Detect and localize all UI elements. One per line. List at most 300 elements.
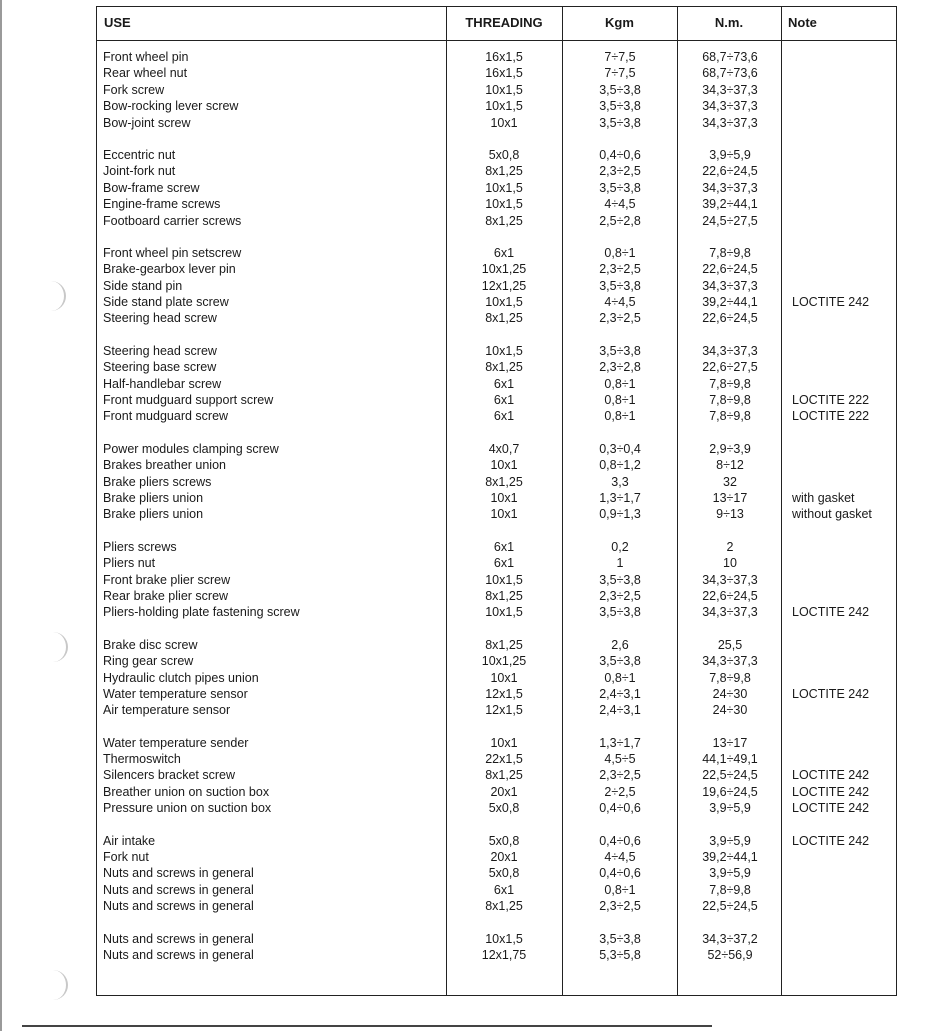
use-cell: Nuts and screws in general [103, 899, 254, 914]
note-cell [792, 278, 897, 294]
page-left-edge [0, 0, 2, 1031]
nm-cell: 7,8÷9,8 [709, 393, 751, 408]
torque-table [96, 6, 897, 996]
kgm-cell: 3,5÷3,8 [599, 931, 641, 946]
table-row [97, 441, 896, 457]
nm-cell: 39,2÷44,1 [702, 197, 758, 212]
use-cell: Steering head screw [103, 343, 217, 358]
nm-cell: 34,3÷37,3 [702, 278, 758, 293]
row-group [97, 931, 896, 964]
nm-cell: 34,3÷37,3 [702, 572, 758, 587]
note-cell [792, 261, 897, 277]
nm-cell: 7,8÷9,8 [709, 670, 751, 685]
nm-cell: 8÷12 [716, 458, 744, 473]
kgm-cell: 2,3÷2,5 [599, 588, 641, 603]
threading-cell: 12x1,5 [485, 686, 523, 701]
nm-cell: 34,3÷37,3 [702, 654, 758, 669]
kgm-cell: 2,5÷2,8 [599, 213, 641, 228]
binder-hole [40, 970, 68, 1000]
use-cell: Half-handlebar screw [103, 376, 222, 391]
use-cell: Nuts and screws in general [103, 947, 254, 962]
threading-cell: 6x1 [493, 882, 515, 897]
nm-cell: 39,2÷44,1 [702, 850, 758, 865]
use-cell: Bow-joint screw [103, 115, 191, 130]
nm-cell: 22,6÷24,5 [702, 262, 758, 277]
kgm-cell: 2,6 [611, 637, 629, 652]
table-row [97, 882, 896, 898]
nm-cell: 13÷17 [712, 490, 748, 505]
note-cell [792, 65, 897, 81]
note-cell [792, 751, 897, 767]
use-cell: Power modules clamping screw [103, 441, 279, 456]
kgm-cell: 0,3÷0,4 [599, 441, 641, 456]
kgm-cell: 0,4÷0,6 [599, 833, 641, 848]
threading-cell: 10x1,5 [485, 99, 523, 114]
note-cell [792, 588, 897, 604]
use-cell: Rear wheel nut [103, 66, 188, 81]
table-row [97, 213, 896, 229]
kgm-cell: 3,5÷3,8 [599, 605, 641, 620]
table-row [97, 686, 896, 702]
note-cell [792, 947, 897, 963]
note-cell: LOCTITE 242 [792, 801, 870, 816]
kgm-cell: 0,2 [611, 539, 629, 554]
table-row [97, 604, 896, 620]
kgm-cell: 1,3÷1,7 [599, 490, 641, 505]
kgm-cell: 0,4÷0,6 [599, 866, 641, 881]
note-cell [792, 310, 897, 326]
note-cell [792, 702, 897, 718]
note-cell [792, 147, 897, 163]
kgm-cell: 0,8÷1 [604, 393, 636, 408]
threading-cell: 6x1 [493, 409, 515, 424]
threading-cell: 8x1,25 [485, 311, 523, 326]
table-row [97, 800, 896, 816]
threading-cell: 12x1,25 [481, 278, 527, 293]
note-cell [792, 343, 897, 359]
threading-cell: 8x1,25 [485, 899, 523, 914]
note-cell [792, 539, 897, 555]
table-row [97, 457, 896, 473]
threading-cell: 10x1,5 [485, 180, 523, 195]
table-row [97, 849, 896, 865]
use-cell: Pressure union on suction box [103, 801, 272, 816]
table-row [97, 49, 896, 65]
table-row [97, 196, 896, 212]
use-cell: Fork nut [103, 850, 149, 865]
note-cell: without gasket [792, 507, 872, 522]
table-row [97, 555, 896, 571]
use-cell: Footboard carrier screws [103, 213, 242, 228]
nm-cell: 7,8÷9,8 [709, 882, 751, 897]
use-cell: Hydraulic clutch pipes union [103, 670, 259, 685]
nm-cell: 13÷17 [712, 735, 748, 750]
nm-cell: 52÷56,9 [707, 947, 753, 962]
table-row [97, 245, 896, 261]
kgm-cell: 0,8÷1,2 [599, 458, 641, 473]
table-row [97, 784, 896, 800]
table-row [97, 408, 896, 424]
note-cell [792, 653, 897, 669]
use-cell: Air temperature sensor [103, 703, 231, 718]
nm-cell: 68,7÷73,6 [702, 66, 758, 81]
threading-cell: 6x1 [493, 245, 515, 260]
kgm-cell: 0,8÷1 [604, 245, 636, 260]
note-cell [792, 82, 897, 98]
use-cell: Thermoswitch [103, 752, 181, 767]
kgm-cell: 1,3÷1,7 [599, 735, 641, 750]
note-cell [792, 98, 897, 114]
note-cell: LOCTITE 242 [792, 833, 870, 848]
threading-cell: 10x1 [490, 458, 518, 473]
row-group [97, 343, 896, 425]
threading-cell: 8x1,25 [485, 474, 523, 489]
nm-cell: 22,6÷24,5 [702, 164, 758, 179]
nm-cell: 7,8÷9,8 [709, 245, 751, 260]
nm-cell: 2,9÷3,9 [709, 441, 751, 456]
kgm-cell: 3,5÷3,8 [599, 115, 641, 130]
table-row [97, 931, 896, 947]
note-cell [792, 163, 897, 179]
nm-cell: 24÷30 [712, 686, 748, 701]
table-row [97, 735, 896, 751]
use-cell: Bow-rocking lever screw [103, 99, 239, 114]
nm-cell: 3,9÷5,9 [709, 801, 751, 816]
note-cell: with gasket [792, 490, 855, 505]
use-cell: Side stand pin [103, 278, 183, 293]
threading-cell: 20x1 [490, 850, 518, 865]
kgm-cell: 2,3÷2,5 [599, 164, 641, 179]
kgm-cell: 0,8÷1 [604, 376, 636, 391]
kgm-cell: 0,9÷1,3 [599, 507, 641, 522]
kgm-cell: 0,8÷1 [604, 409, 636, 424]
nm-cell: 34,3÷37,3 [702, 343, 758, 358]
threading-cell: 8x1,25 [485, 164, 523, 179]
threading-cell: 10x1 [490, 735, 518, 750]
table-row [97, 572, 896, 588]
note-cell: LOCTITE 242 [792, 768, 870, 783]
note-cell [792, 849, 897, 865]
use-cell: Ring gear screw [103, 654, 194, 669]
kgm-cell: 3,5÷3,8 [599, 99, 641, 114]
table-row [97, 359, 896, 375]
table-row [97, 588, 896, 604]
threading-cell: 5x0,8 [488, 866, 520, 881]
kgm-cell: 2,4÷3,1 [599, 703, 641, 718]
table-row [97, 376, 896, 392]
kgm-cell: 3,3 [611, 474, 629, 489]
use-cell: Brake pliers screws [103, 474, 212, 489]
kgm-cell: 2,3÷2,5 [599, 311, 641, 326]
kgm-cell: 2,3÷2,5 [599, 768, 641, 783]
nm-cell: 2 [726, 539, 734, 554]
note-cell [792, 882, 897, 898]
nm-cell: 39,2÷44,1 [702, 295, 758, 310]
threading-cell: 10x1,25 [481, 262, 527, 277]
note-cell [792, 359, 897, 375]
use-cell: Brake pliers union [103, 490, 204, 505]
table-row [97, 767, 896, 783]
kgm-cell: 3,5÷3,8 [599, 82, 641, 97]
table-row [97, 261, 896, 277]
nm-cell: 19,6÷24,5 [702, 784, 758, 799]
threading-cell: 8x1,25 [485, 360, 523, 375]
note-cell [792, 572, 897, 588]
threading-cell: 8x1,25 [485, 588, 523, 603]
use-cell: Front wheel pin setscrew [103, 245, 242, 260]
table-row [97, 898, 896, 914]
table-row [97, 751, 896, 767]
nm-cell: 34,3÷37,2 [702, 931, 758, 946]
kgm-cell: 2÷2,5 [604, 784, 636, 799]
binder-hole [40, 632, 68, 662]
table-row [97, 702, 896, 718]
table-row [97, 539, 896, 555]
kgm-cell: 3,5÷3,8 [599, 572, 641, 587]
use-cell: Joint-fork nut [103, 164, 176, 179]
use-cell: Front mudguard screw [103, 409, 229, 424]
row-group [97, 637, 896, 719]
threading-cell: 10x1 [490, 115, 518, 130]
table-row [97, 115, 896, 131]
kgm-cell: 7÷7,5 [604, 66, 636, 81]
use-cell: Steering head screw [103, 311, 217, 326]
note-cell [792, 196, 897, 212]
row-group [97, 833, 896, 915]
kgm-cell: 2,3÷2,5 [599, 899, 641, 914]
table-row [97, 670, 896, 686]
kgm-cell: 3,5÷3,8 [599, 278, 641, 293]
nm-cell: 22,6÷27,5 [702, 360, 758, 375]
table-row [97, 82, 896, 98]
threading-cell: 10x1,5 [485, 82, 523, 97]
note-cell [792, 670, 897, 686]
note-cell [792, 457, 897, 473]
nm-cell: 32 [723, 474, 737, 489]
table-row [97, 310, 896, 326]
table-row [97, 490, 896, 506]
threading-cell: 20x1 [490, 784, 518, 799]
threading-cell: 16x1,5 [485, 66, 523, 81]
header-kgm: Kgm [605, 15, 634, 30]
header-use: USE [104, 15, 131, 30]
note-cell [792, 865, 897, 881]
threading-cell: 10x1,5 [485, 605, 523, 620]
table-row [97, 637, 896, 653]
table-row [97, 180, 896, 196]
note-cell [792, 376, 897, 392]
note-cell [792, 180, 897, 196]
kgm-cell: 5,3÷5,8 [599, 947, 641, 962]
row-group [97, 49, 896, 131]
note-cell: LOCTITE 242 [792, 784, 870, 799]
use-cell: Bow-frame screw [103, 180, 200, 195]
table-row [97, 947, 896, 963]
row-group [97, 735, 896, 817]
use-cell: Water temperature sender [103, 735, 249, 750]
threading-cell: 6x1 [493, 393, 515, 408]
use-cell: Brake pliers union [103, 507, 204, 522]
threading-cell: 22x1,5 [485, 752, 523, 767]
use-cell: Nuts and screws in general [103, 882, 254, 897]
table-row [97, 147, 896, 163]
nm-cell: 10 [723, 556, 737, 571]
threading-cell: 10x1 [490, 670, 518, 685]
use-cell: Side stand plate screw [103, 295, 229, 310]
bottom-rule [22, 1025, 712, 1027]
note-cell: LOCTITE 242 [792, 605, 870, 620]
threading-cell: 10x1,5 [485, 197, 523, 212]
use-cell: Steering base screw [103, 360, 217, 375]
row-group [97, 147, 896, 229]
note-cell [792, 441, 897, 457]
threading-cell: 10x1,5 [485, 931, 523, 946]
kgm-cell: 0,4÷0,6 [599, 147, 641, 162]
table-row [97, 294, 896, 310]
nm-cell: 68,7÷73,6 [702, 50, 758, 64]
use-cell: Front mudguard support screw [103, 393, 274, 408]
kgm-cell: 0,4÷0,6 [599, 801, 641, 816]
nm-cell: 24,5÷27,5 [702, 213, 758, 228]
row-group [97, 245, 896, 327]
threading-cell: 4x0,7 [488, 441, 520, 456]
threading-cell: 10x1 [490, 507, 518, 522]
note-cell [792, 49, 897, 65]
nm-cell: 3,9÷5,9 [709, 833, 751, 848]
note-cell [792, 245, 897, 261]
table-row [97, 278, 896, 294]
table-row [97, 474, 896, 490]
table-row [97, 865, 896, 881]
table-row [97, 163, 896, 179]
kgm-cell: 2,3÷2,8 [599, 360, 641, 375]
threading-cell: 10x1,25 [481, 654, 527, 669]
kgm-cell: 0,8÷1 [604, 882, 636, 897]
nm-cell: 34,3÷37,3 [702, 99, 758, 114]
threading-cell: 6x1 [493, 539, 515, 554]
use-cell: Water temperature sensor [103, 686, 248, 701]
use-cell: Pliers nut [103, 556, 156, 571]
threading-cell: 12x1,75 [481, 947, 527, 962]
table-body [97, 49, 896, 979]
nm-cell: 22,5÷24,5 [702, 899, 758, 914]
table-row [97, 833, 896, 849]
nm-cell: 22,5÷24,5 [702, 768, 758, 783]
kgm-cell: 0,8÷1 [604, 670, 636, 685]
row-group [97, 441, 896, 523]
use-cell: Brakes breather union [103, 458, 226, 473]
note-cell [792, 931, 897, 947]
threading-cell: 5x0,8 [488, 801, 520, 816]
nm-cell: 3,9÷5,9 [709, 147, 751, 162]
use-cell: Brake-gearbox lever pin [103, 262, 236, 277]
note-cell [792, 474, 897, 490]
kgm-cell: 3,5÷3,8 [599, 343, 641, 358]
kgm-cell: 2,3÷2,5 [599, 262, 641, 277]
row-group [97, 539, 896, 621]
threading-cell: 10x1,5 [485, 572, 523, 587]
nm-cell: 22,6÷24,5 [702, 588, 758, 603]
use-cell: Breather union on suction box [103, 784, 270, 799]
note-cell [792, 213, 897, 229]
kgm-cell: 4,5÷5 [604, 752, 636, 767]
nm-cell: 34,3÷37,3 [702, 180, 758, 195]
kgm-cell: 4÷4,5 [604, 850, 636, 865]
kgm-cell: 4÷4,5 [604, 197, 636, 212]
nm-cell: 44,1÷49,1 [702, 752, 758, 767]
table-header [97, 7, 896, 41]
note-cell: LOCTITE 242 [792, 686, 870, 701]
nm-cell: 34,3÷37,3 [702, 605, 758, 620]
use-cell: Eccentric nut [103, 147, 176, 162]
nm-cell: 3,9÷5,9 [709, 866, 751, 881]
use-cell: Front brake plier screw [103, 572, 231, 587]
threading-cell: 8x1,25 [485, 768, 523, 783]
use-cell: Rear brake plier screw [103, 588, 229, 603]
use-cell: Brake disc screw [103, 637, 198, 652]
table-row [97, 65, 896, 81]
kgm-cell: 1 [616, 556, 624, 571]
table-row [97, 506, 896, 522]
nm-cell: 34,3÷37,3 [702, 115, 758, 130]
nm-cell: 7,8÷9,8 [709, 376, 751, 391]
note-cell [792, 735, 897, 751]
note-cell [792, 637, 897, 653]
kgm-cell: 4÷4,5 [604, 295, 636, 310]
threading-cell: 12x1,5 [485, 703, 523, 718]
header-note: Note [788, 15, 817, 30]
binder-hole [38, 281, 66, 311]
nm-cell: 34,3÷37,3 [702, 82, 758, 97]
note-cell [792, 555, 897, 571]
use-cell: Nuts and screws in general [103, 931, 254, 946]
note-cell: LOCTITE 222 [792, 393, 870, 408]
nm-cell: 9÷13 [716, 507, 744, 522]
threading-cell: 10x1,5 [485, 343, 523, 358]
table-row [97, 343, 896, 359]
use-cell: Nuts and screws in general [103, 866, 254, 881]
nm-cell: 24÷30 [712, 703, 748, 718]
nm-cell: 25,5 [717, 637, 743, 652]
threading-cell: 10x1,5 [485, 295, 523, 310]
threading-cell: 10x1 [490, 490, 518, 505]
table-row [97, 392, 896, 408]
nm-cell: 7,8÷9,8 [709, 409, 751, 424]
threading-cell: 6x1 [493, 376, 515, 391]
note-cell [792, 898, 897, 914]
threading-cell: 6x1 [493, 556, 515, 571]
use-cell: Air intake [103, 833, 156, 848]
threading-cell: 5x0,8 [488, 833, 520, 848]
threading-cell: 8x1,25 [485, 213, 523, 228]
table-row [97, 653, 896, 669]
kgm-cell: 7÷7,5 [604, 50, 636, 64]
threading-cell: 16x1,5 [485, 50, 523, 64]
note-cell: LOCTITE 222 [792, 409, 870, 424]
use-cell: Fork screw [103, 82, 165, 97]
nm-cell: 22,6÷24,5 [702, 311, 758, 326]
kgm-cell: 3,5÷3,8 [599, 180, 641, 195]
kgm-cell: 3,5÷3,8 [599, 654, 641, 669]
use-cell: Pliers screws [103, 539, 177, 554]
header-threading: THREADING [465, 15, 543, 30]
use-cell: Silencers bracket screw [103, 768, 235, 783]
use-cell: Pliers-holding plate fastening screw [103, 605, 300, 620]
header-nm: N.m. [714, 15, 744, 30]
use-cell: Front wheel pin [103, 50, 189, 64]
threading-cell: 5x0,8 [488, 147, 520, 162]
table-row [97, 98, 896, 114]
